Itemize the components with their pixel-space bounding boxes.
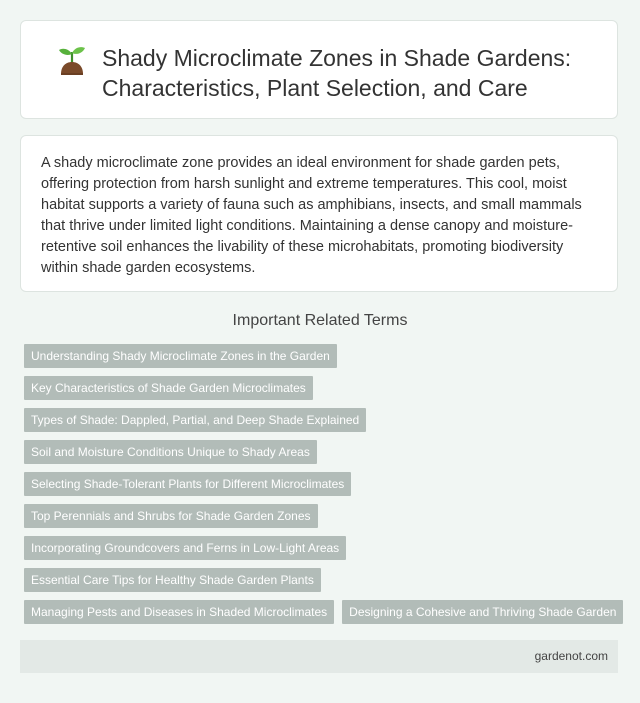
related-term-tag[interactable]: Types of Shade: Dappled, Partial, and Deep Shade Explained <box>24 408 366 432</box>
tag-row <box>24 408 624 432</box>
description-card <box>20 135 618 292</box>
tag-row <box>24 440 624 464</box>
sprout-icon <box>56 43 88 79</box>
related-term-tag[interactable]: Designing a Cohesive and Thriving Shade Garden <box>342 600 623 624</box>
related-term-tag[interactable]: Essential Care Tips for Healthy Shade Garden Plants <box>24 568 321 592</box>
related-term-tag[interactable]: Incorporating Groundcovers and Ferns in Low-Light Areas <box>24 536 346 560</box>
footer <box>20 640 618 673</box>
page-title: Shady Microclimate Zones in Shade Gardens: Characteristics, Plant Selection, and Care <box>102 45 572 101</box>
description-text: A shady microclimate zone provides an ideal environment for shade garden pets, offering protection from harsh sunlight and extreme temperatures. This cool, moist habitat supports a variety of fauna such as amphibians, insects, and small mammals that thrive under limited light conditions. Maintaining a dense canopy and moisture-retentive soil enhances the livability of these microhabitats, promoting biodiversity within shade garden ecosystems. <box>41 155 582 276</box>
tag-row <box>24 472 624 496</box>
related-terms-heading: Important Related Terms <box>232 312 408 329</box>
tag-row <box>24 344 624 368</box>
related-term-tag[interactable]: Managing Pests and Diseases in Shaded Microclimates <box>24 600 334 624</box>
tag-row <box>24 600 624 624</box>
tag-row <box>24 376 624 400</box>
related-term-tag[interactable]: Selecting Shade-Tolerant Plants for Different Microclimates <box>24 472 351 496</box>
title-card <box>20 20 618 119</box>
related-term-tag[interactable]: Soil and Moisture Conditions Unique to Shady Areas <box>24 440 317 464</box>
related-term-tag[interactable]: Key Characteristics of Shade Garden Microclimates <box>24 376 313 400</box>
tag-row <box>24 536 624 560</box>
related-terms-list <box>24 344 624 632</box>
tag-row <box>24 504 624 528</box>
tag-row <box>24 568 624 592</box>
footer-site-name: gardenot.com <box>534 649 608 663</box>
related-term-tag[interactable]: Understanding Shady Microclimate Zones in the Garden <box>24 344 337 368</box>
related-term-tag[interactable]: Top Perennials and Shrubs for Shade Garden Zones <box>24 504 318 528</box>
title-wrap <box>56 43 596 103</box>
